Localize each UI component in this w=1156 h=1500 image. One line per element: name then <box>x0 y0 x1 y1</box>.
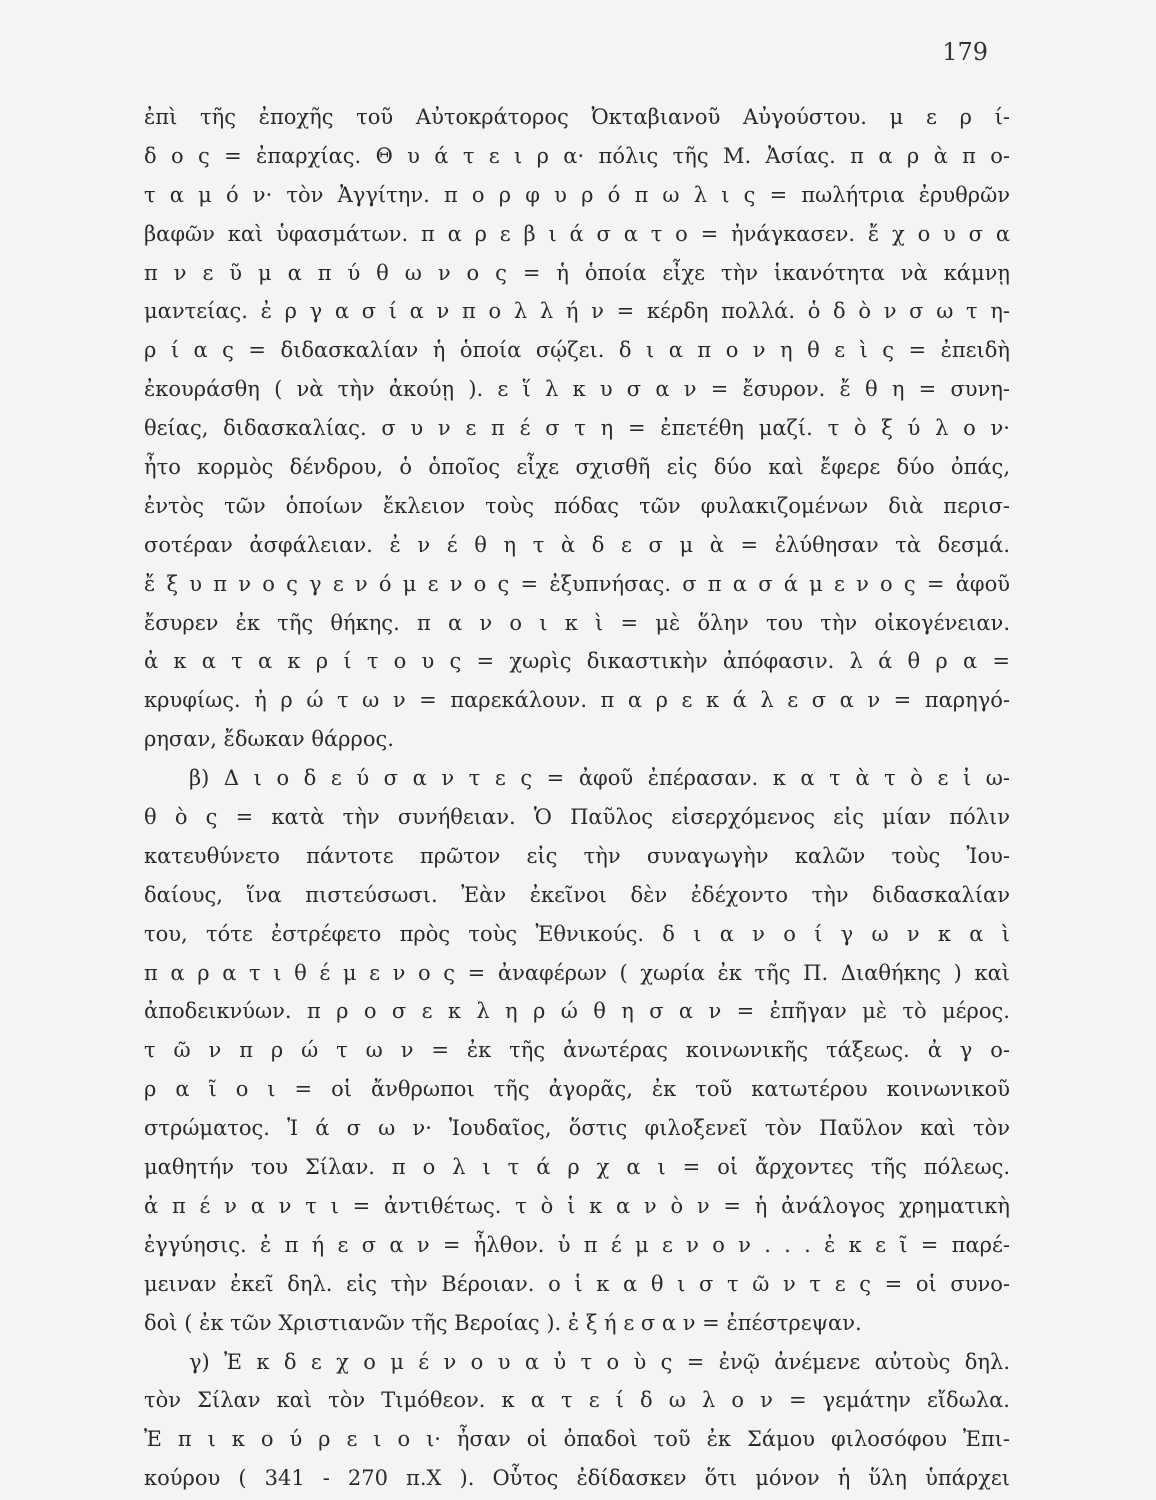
text-line: μαντείας. ἐ ρ γ α σ ί α ν π ο λ λ ή ν = κέρδη πολλά. ὁ δ ὸ ν σ ω τ η- <box>144 299 1010 324</box>
text-line: στρώματος. Ἰ ά σ ω ν· Ἰουδαῖος, ὅστις φιλοξενεῖ τὸν Παῦλον καὶ τὸν <box>144 1116 1010 1141</box>
text-line: Ἐ π ι κ ο ύ ρ ε ι ο ι· ἦσαν οἱ ὀπαδοὶ τοῦ ἐκ Σάμου φιλοσόφου Ἐπι- <box>144 1427 1010 1452</box>
paragraph-start-line: γ) Ἐ κ δ ε χ ο μ έ ν ο υ α ὐ τ ο ὺ ς = ἐνῷ ἀνέμενε αὐτοὺς δηλ. <box>189 1349 1010 1374</box>
text-line: π ν ε ῦ μ α π ύ θ ω ν ο ς = ἡ ὁποία εἶχε τὴν ἱκανότητα νὰ κάμνῃ <box>144 260 1010 285</box>
text-line: θείας, διδασκαλίας. σ υ ν ε π έ σ τ η = ἐπετέθη μαζί. τ ὸ ξ ύ λ ο ν· <box>144 416 1010 441</box>
text-line: κρυφίως. ἠ ρ ώ τ ω ν = παρεκάλουν. π α ρ ε κ ά λ ε σ α ν = παρηγό- <box>144 688 1010 713</box>
text-line: ἦτο κορμὸς δένδρου, ὁ ὁποῖος εἶχε σχισθῆ εἰς δύο καὶ ἔφερε δύο ὀπάς, <box>144 455 1010 480</box>
text-line: βαφῶν καὶ ὑφασμάτων. π α ρ ε β ι ά σ α τ ο = ἠνάγκασεν. ἔ χ ο υ σ α <box>144 221 1010 246</box>
text-line: θ ὸ ς = κατὰ τὴν συνήθειαν. Ὁ Παῦλος εἰσερχόμενος εἰς μίαν πόλιν <box>144 805 1010 830</box>
text-line: μειναν ἐκεῖ δηλ. εἰς τὴν Βέροιαν. ο ἱ κ α θ ι σ τ ῶ ν τ ε ς = οἱ συνο- <box>144 1271 1010 1296</box>
text-line: π α ρ α τ ι θ έ μ ε ν ο ς = ἀναφέρων ( χωρία ἐκ τῆς Π. Διαθήκης ) καὶ <box>144 960 1010 985</box>
text-line: ἔσυρεν ἐκ τῆς θήκης. π α ν ο ι κ ὶ = μὲ ὅλην του τὴν οἰκογένειαν. <box>144 610 1010 635</box>
text-line: ἐγγύησις. ἐ π ή ε σ α ν = ἦλθον. ὑ π έ μ ε ν ο ν . . . ἐ κ ε ῖ = παρέ- <box>144 1232 1010 1257</box>
text-line: τὸν Σίλαν καὶ τὸν Τιμόθεον. κ α τ ε ί δ ω λ ο ν = γεμάτην εἴδωλα. <box>144 1388 1010 1413</box>
page-text <box>144 98 1010 1498</box>
text-line: του, τότε ἐστρέφετο πρὸς τοὺς Ἐθνικούς. δ ι α ν ο ί γ ω ν κ α ὶ <box>144 921 1010 946</box>
text-line: ἐντὸς τῶν ὁποίων ἔκλειον τοὺς πόδας τῶν φυλακιζομένων διὰ περισ- <box>144 493 1010 518</box>
text-line: δοὶ ( ἐκ τῶν Χριστιανῶν τῆς Βεροίας ). ἐ ξ ή ε σ α ν = ἐπέστρεψαν. <box>144 1310 862 1335</box>
text-line: ρ ί α ς = διδασκαλίαν ἡ ὁποία σῴζει. δ ι α π ο ν η θ ε ὶ ς = ἐπειδὴ <box>144 338 1010 363</box>
text-line: τ α μ ό ν· τὸν Ἀγγίτην. π ο ρ φ υ ρ ό π ω λ ι ς = πωλήτρια ἐρυθρῶν <box>144 182 1010 207</box>
text-line: κούρου ( 341 - 270 π.Χ ). Οὗτος ἐδίδασκεν ὅτι μόνον ἡ ὕλη ὑπάρχει <box>144 1466 1010 1491</box>
text-line: ρησαν, ἔδωκαν θάρρος. <box>144 727 394 752</box>
text-line: δ ο ς = ἐπαρχίας. Θ υ ά τ ε ι ρ α· πόλις τῆς Μ. Ἀσίας. π α ρ ὰ π ο- <box>144 143 1010 168</box>
text-line: ἐπὶ τῆς ἐποχῆς τοῦ Αὐτοκράτορος Ὀκταβιανοῦ Αὐγούστου. μ ε ρ ί- <box>144 105 1010 129</box>
text-line: μαθητήν του Σίλαν. π ο λ ι τ ά ρ χ α ι = οἱ ἄρχοντες τῆς πόλεως. <box>144 1155 1010 1180</box>
page-number: 179 <box>942 38 988 66</box>
text-line: τ ῶ ν π ρ ώ τ ω ν = ἐκ τῆς ἀνωτέρας κοινωνικῆς τάξεως. ἀ γ ο- <box>144 1038 1010 1063</box>
text-line: κατευθύνετο πάντοτε πρῶτον εἰς τὴν συναγωγὴν καλῶν τοὺς Ἰου- <box>144 843 1010 868</box>
text-line: δαίους, ἵνα πιστεύσωσι. Ἐὰν ἐκεῖνοι δὲν ἐδέχοντο τὴν διδασκαλίαν <box>144 882 1010 907</box>
text-line: ρ α ῖ ο ι = οἱ ἄνθρωποι τῆς ἀγορᾶς, ἐκ τοῦ κατωτέρου κοινωνικοῦ <box>144 1077 1010 1102</box>
text-line: ἀ π έ ν α ν τ ι = ἀντιθέτως. τ ὸ ἱ κ α ν ὸ ν = ἡ ἀνάλογος χρηματικὴ <box>144 1193 1010 1218</box>
text-line: ἐκουράσθη ( νὰ τὴν ἀκούῃ ). ε ἵ λ κ υ σ α ν = ἔσυρον. ἔ θ η = συνη- <box>144 377 1010 402</box>
text-line: ἀποδεικνύων. π ρ ο σ ε κ λ η ρ ώ θ η σ α ν = ἐπῆγαν μὲ τὸ μέρος. <box>144 999 1010 1024</box>
text-line: ἀ κ α τ α κ ρ ί τ ο υ ς = χωρὶς δικαστικὴν ἀπόφασιν. λ ά θ ρ α = <box>144 649 1010 674</box>
paragraph-start-line: β) Δ ι ο δ ε ύ σ α ν τ ε ς = ἀφοῦ ἐπέρασαν. κ α τ ὰ τ ὸ ε ἰ ω- <box>189 766 1010 791</box>
text-line: ἔ ξ υ π ν ο ς γ ε ν ό μ ε ν ο ς = ἐξυπνήσας. σ π α σ ά μ ε ν ο ς = ἀφοῦ <box>144 571 1010 596</box>
text-line: σοτέραν ἀσφάλειαν. ἐ ν έ θ η τ ὰ δ ε σ μ ὰ = ἐλύθησαν τὰ δεσμά. <box>144 532 1010 557</box>
